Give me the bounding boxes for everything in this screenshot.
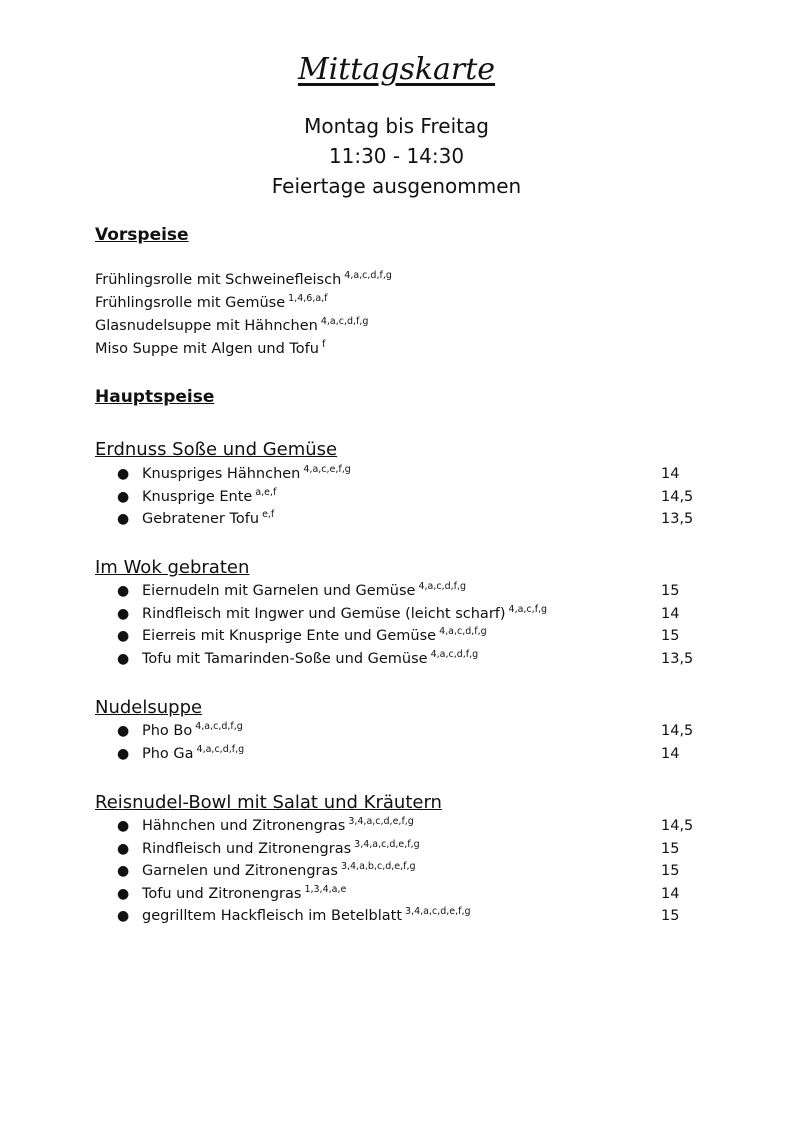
dish-item [0, 583, 793, 605]
dish-name: Eiernudeln mit Garnelen und Gemüse [142, 583, 416, 599]
dish-price: 14 [661, 606, 680, 622]
dish-item [0, 863, 793, 885]
bullet-icon: ● [117, 628, 130, 644]
bullet-icon: ● [117, 583, 130, 599]
starter-item [95, 272, 392, 288]
category-title: Erdnuss Soße und Gemüse [95, 439, 338, 460]
bullet-icon: ● [117, 746, 130, 762]
bullet-icon: ● [117, 489, 130, 505]
bullet-icon: ● [117, 908, 130, 924]
allergen-codes: 4,a,c,d,f,g [320, 316, 369, 328]
allergen-codes: 4,a,c,d,f,g [418, 581, 467, 593]
allergen-codes: a,e,f [255, 487, 277, 499]
dish-item [0, 818, 793, 840]
starter-name: Frühlingsrolle mit Schweinefleisch [95, 272, 342, 288]
section-heading-vorspeise: Vorspeise [95, 225, 189, 245]
allergen-codes: 3,4,a,c,d,e,f,g [405, 906, 471, 918]
dish-price: 14,5 [661, 723, 694, 739]
dish-price: 14,5 [661, 489, 694, 505]
dish-price: 13,5 [661, 651, 694, 667]
allergen-codes: 4,a,c,d,f,g [195, 721, 243, 733]
dish-item [0, 651, 793, 673]
allergen-codes: 3,4,a,c,d,e,f,g [348, 816, 414, 828]
section-heading-hauptspeise: Hauptspeise [95, 387, 215, 407]
dish-name: Pho Bo [142, 723, 193, 739]
allergen-codes: 3,4,a,c,d,e,f,g [354, 839, 420, 851]
dish-item [0, 489, 793, 511]
dish-item [0, 908, 793, 930]
starter-name: Glasnudelsuppe mit Hähnchen [95, 318, 318, 334]
dish-name: Rindfleisch mit Ingwer und Gemüse (leicht scharf) [142, 606, 506, 622]
holiday-note: Feiertage ausgenommen [271, 174, 522, 198]
category-title: Nudelsuppe [95, 697, 203, 718]
dish-price: 13,5 [661, 511, 694, 527]
dish-price: 15 [661, 841, 680, 857]
starter-item [95, 341, 325, 357]
dish-price: 14 [661, 746, 680, 762]
hours-line: 11:30 - 14:30 [328, 144, 465, 168]
bullet-icon: ● [117, 651, 130, 667]
allergen-codes: f [321, 339, 326, 351]
category-title: Im Wok gebraten [95, 557, 250, 578]
dish-item [0, 606, 793, 628]
bullet-icon: ● [117, 723, 130, 739]
allergen-codes: e,f [262, 509, 275, 521]
dish-name: gegrilltem Hackfleisch im Betelblatt [142, 908, 403, 924]
allergen-codes: 4,a,c,d,f,g [196, 744, 245, 756]
dish-price: 14 [661, 886, 680, 902]
dish-item [0, 746, 793, 768]
dish-name: Tofu mit Tamarinden-Soße und Gemüse [142, 651, 428, 667]
allergen-codes: 1,3,4,a,e [304, 884, 347, 896]
starter-item [95, 295, 328, 311]
dish-item [0, 886, 793, 908]
dish-name: Knusprige Ente [142, 489, 253, 505]
dish-name: Knuspriges Hähnchen [142, 466, 301, 482]
dish-price: 15 [661, 908, 680, 924]
starter-name: Frühlingsrolle mit Gemüse [95, 295, 286, 311]
allergen-codes: 3,4,a,b,c,d,e,f,g [340, 861, 416, 873]
dish-item [0, 511, 793, 533]
allergen-codes: 4,a,c,e,f,g [303, 464, 351, 476]
dish-name: Pho Ga [142, 746, 194, 762]
dish-item [0, 628, 793, 650]
starter-name: Miso Suppe mit Algen und Tofu [95, 341, 319, 357]
dish-name: Tofu und Zitronengras [142, 886, 302, 902]
bullet-icon: ● [117, 511, 130, 527]
dish-price: 15 [661, 628, 680, 644]
dish-price: 14 [661, 466, 680, 482]
dish-name: Rindfleisch und Zitronengras [142, 841, 352, 857]
dish-item [0, 723, 793, 745]
days-line: Montag bis Freitag [304, 114, 489, 138]
bullet-icon: ● [117, 863, 130, 879]
bullet-icon: ● [117, 886, 130, 902]
dish-name: Gebratener Tofu [142, 511, 260, 527]
allergen-codes: 4,a,c,d,f,g [430, 649, 479, 661]
bullet-icon: ● [117, 841, 130, 857]
dish-name: Hähnchen und Zitronengras [142, 818, 346, 834]
dish-price: 15 [661, 583, 680, 599]
dish-name: Eierreis mit Knusprige Ente und Gemüse [142, 628, 437, 644]
dish-price: 15 [661, 863, 680, 879]
bullet-icon: ● [117, 606, 130, 622]
category-title: Reisnudel-Bowl mit Salat und Kräutern [95, 792, 442, 813]
allergen-codes: 4,a,c,d,f,g [344, 270, 392, 282]
bullet-icon: ● [117, 466, 130, 482]
allergen-codes: 4,a,c,f,g [508, 604, 548, 616]
dish-item [0, 466, 793, 488]
dish-price: 14,5 [661, 818, 694, 834]
dish-item [0, 841, 793, 863]
dish-name: Garnelen und Zitronengras [142, 863, 338, 879]
page-title: Mittagskarte [297, 52, 496, 87]
allergen-codes: 1,4,6,a,f [288, 293, 328, 305]
bullet-icon: ● [117, 818, 130, 834]
allergen-codes: 4,a,c,d,f,g [439, 626, 487, 638]
starter-item [95, 318, 368, 334]
